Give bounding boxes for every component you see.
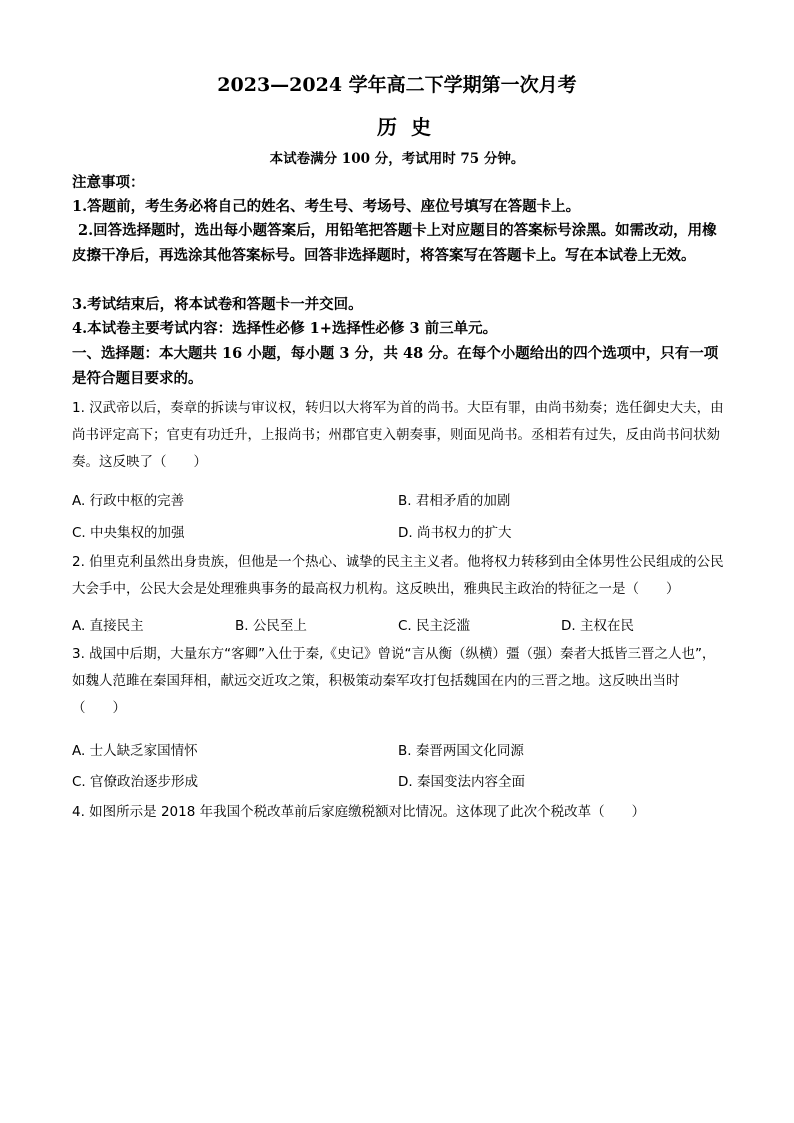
question-3-option-c[interactable]: C. 官僚政治逐步形成	[72, 774, 199, 790]
question-2-options-row	[72, 614, 724, 636]
notice-heading: 注意事项：	[72, 174, 145, 191]
question-1-stem: 1. 汉武帝以后，奏章的拆读与审议权，转归以大将军为首的尚书。大臣有罪，由尚书劾奏；选任御史大夫，由尚书评定高下；官吏有功迁升，上报尚书；州郡官吏入朝奏事，则面见尚书。丞相若有过失，反由尚书问状劾奏。这反映了（ ）	[72, 400, 724, 470]
question-1-options-row-2	[72, 521, 724, 543]
question-2-stem: 2. 伯里克利虽然出身贵族，但他是一个热心、诚挚的民主主义者。他将权力转移到由全体男性公民组成的公民大会手中，公民大会是处理雅典事务的最高权力机构。这反映出，雅典民主政治的特征之一是（ ）	[72, 554, 724, 597]
section-heading: 一、选择题：本大题共 16 小题，每小题 3 分，共 48 分。在每个小题给出的四个选项中，只有一项是符合题目要求的。	[72, 345, 719, 387]
question-3-options-row-1	[72, 739, 724, 761]
question-3-options-row-2	[72, 770, 724, 792]
question-3-option-d[interactable]: D. 秦国变法内容全面	[398, 774, 525, 790]
question-1-option-a[interactable]: A. 行政中枢的完善	[72, 493, 185, 509]
exam-title: 2023—2024 学年高二下学期第一次月考	[217, 74, 577, 96]
notice-item-1: 1.答题前，考生务必将自己的姓名、考生号、考场号、座位号填写在答题卡上。	[72, 198, 581, 215]
question-2-option-a[interactable]: A. 直接民主	[72, 618, 144, 634]
question-3-option-a[interactable]: A. 士人缺乏家国情怀	[72, 743, 198, 759]
notice-item-3: 3.考试结束后，将本试卷和答题卡一并交回。	[72, 296, 363, 313]
subject-title: 历史	[377, 115, 445, 139]
exam-info: 本试卷满分 100 分，考试用时 75 分钟。	[269, 151, 525, 167]
question-2-option-d[interactable]: D. 主权在民	[561, 618, 634, 634]
notice-item-2: 2.回答选择题时，选出每小题答案后，用铅笔把答题卡上对应题目的答案标号涂黑。如需改动，用橡皮擦干净后，再选涂其他答案标号。回答非选择题时，将答案写在答题卡上。写在本试卷上无效。	[72, 222, 717, 264]
question-2-option-c[interactable]: C. 民主泛滥	[398, 618, 471, 634]
question-1-option-d[interactable]: D. 尚书权力的扩大	[398, 525, 512, 541]
notice-item-4: 4.本试卷主要考试内容：选择性必修 1+选择性必修 3 前三单元。	[72, 320, 498, 337]
question-1-option-b[interactable]: B. 君相矛盾的加剧	[398, 493, 511, 509]
question-1-option-c[interactable]: C. 中央集权的加强	[72, 525, 185, 541]
question-2-option-b[interactable]: B. 公民至上	[235, 618, 307, 634]
question-1-options-row-1	[72, 489, 724, 511]
question-4-stem: 4. 如图所示是 2018 年我国个税改革前后家庭缴税额对比情况。这体现了此次个税改革（ ）	[72, 804, 646, 820]
question-3-stem: 3. 战国中后期，大量东方“客卿”入仕于秦,《史记》曾说“言从衡（纵横）彊（强）秦者大抵皆三晋之人也”，如魏人范雎在秦国拜相，献远交近攻之策，积极策动秦军攻打包括魏国在内的三晋之地。这反映出当时（ ）	[72, 646, 716, 716]
question-3-option-b[interactable]: B. 秦晋两国文化同源	[398, 743, 524, 759]
